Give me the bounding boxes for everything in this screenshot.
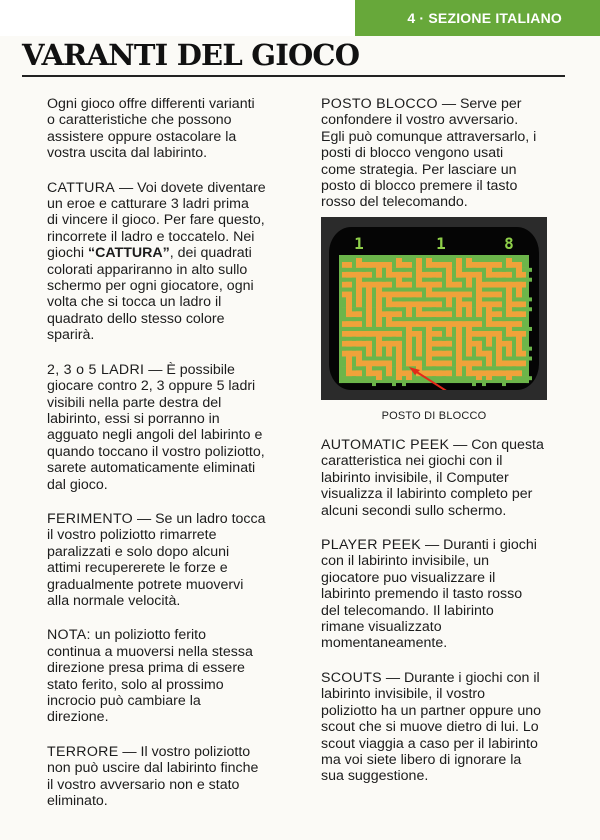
maze-wall xyxy=(392,268,402,272)
maze-wall xyxy=(522,288,526,298)
maze-wall xyxy=(482,307,486,317)
maze-wall xyxy=(382,268,386,278)
maze-wall xyxy=(522,366,526,376)
maze-wall xyxy=(362,347,366,357)
maze-wall xyxy=(372,317,376,327)
maze-wall xyxy=(432,357,442,361)
maze-wall xyxy=(412,268,416,278)
posto-paragraph xyxy=(321,96,566,211)
maze-wall xyxy=(442,357,452,361)
maze-wall xyxy=(402,268,412,272)
maze-wall xyxy=(492,357,496,367)
maze-wall xyxy=(372,288,376,298)
maze-wall xyxy=(372,297,376,307)
maze-wall xyxy=(452,278,462,282)
maze-wall xyxy=(522,258,526,268)
maze-wall xyxy=(442,337,452,341)
maze-wall xyxy=(462,337,466,347)
maze-wall xyxy=(462,357,472,361)
maze-wall xyxy=(512,347,516,357)
maze-wall xyxy=(392,297,402,301)
maze-wall xyxy=(512,297,522,301)
maze-wall xyxy=(422,337,426,347)
maze-wall xyxy=(402,337,406,347)
maze-wall xyxy=(352,366,362,370)
maze-wall xyxy=(482,357,486,367)
maze-wall xyxy=(372,268,376,278)
maze-wall xyxy=(372,376,376,386)
maze-wall xyxy=(522,327,532,331)
maze-wall xyxy=(342,258,352,262)
maze-wall xyxy=(482,327,492,331)
maze-wall xyxy=(526,255,529,383)
maze-wall xyxy=(512,366,522,370)
maze-wall xyxy=(442,307,452,311)
maze-wall xyxy=(342,327,352,331)
maze-wall xyxy=(352,288,356,298)
maze-wall xyxy=(402,258,412,262)
maze-wall xyxy=(472,327,482,331)
maze-wall xyxy=(522,278,532,282)
intro-paragraph: Ogni gioco offre differenti varianti o caratteristiche che possono assistere oppure ostacolare la vostra uscita dal labirinto. xyxy=(47,96,255,162)
maze-wall xyxy=(472,297,476,307)
posto-heading: POSTO BLOCCO xyxy=(321,96,438,112)
maze-wall xyxy=(472,268,482,272)
maze-wall xyxy=(362,357,372,361)
maze-wall xyxy=(452,268,456,278)
maze-wall xyxy=(352,317,362,321)
maze-wall xyxy=(442,347,452,351)
maze-wall xyxy=(452,337,456,347)
maze-wall xyxy=(492,337,496,347)
maze-wall xyxy=(352,297,356,307)
maze-wall xyxy=(412,288,422,292)
ladri-text: — È possibile giocare contro 2, 3 oppure 5 ladri visibili nella parte destra del labirinto, essi si porranno in agguato negli angoli del labirinto e quando toccano il vostro poliziotto, sarete automaticamente eliminati dal gioco. xyxy=(47,361,265,493)
maze-wall xyxy=(432,317,442,321)
maze-wall xyxy=(382,278,392,282)
maze-wall xyxy=(382,288,392,292)
score-digit: 1 xyxy=(436,234,446,253)
maze-wall xyxy=(492,297,502,301)
maze-wall xyxy=(472,307,476,317)
maze-wall xyxy=(432,288,442,292)
maze-wall xyxy=(402,376,406,386)
automatic-peek-text: — Con questa caratteristica nei giochi con il labirinto invisibile, il Computer visualizza il labirinto completo per alcuni secondi sullo schermo. xyxy=(321,437,544,519)
maze-wall xyxy=(442,288,452,292)
maze-wall xyxy=(362,288,366,298)
maze-wall xyxy=(462,327,466,337)
maze-wall xyxy=(362,327,372,331)
maze-wall xyxy=(492,258,502,262)
title-divider xyxy=(22,75,565,77)
maze-wall xyxy=(362,366,366,376)
maze-wall xyxy=(382,317,386,327)
maze-wall xyxy=(412,297,422,301)
maze-wall xyxy=(342,268,352,272)
maze-wall xyxy=(362,317,366,327)
maze-wall xyxy=(382,376,392,380)
ferimento-paragraph xyxy=(47,511,297,609)
maze-wall xyxy=(482,297,492,301)
maze-wall xyxy=(432,307,442,311)
maze-wall xyxy=(402,278,412,282)
maze-wall xyxy=(512,337,516,347)
maze-wall xyxy=(512,376,522,380)
right-column-top xyxy=(321,96,566,229)
maze-wall xyxy=(462,288,472,292)
maze-wall xyxy=(512,278,522,282)
game-screenshot xyxy=(321,217,547,400)
maze-wall xyxy=(462,297,472,301)
maze-wall xyxy=(362,376,372,380)
maze-wall xyxy=(382,366,386,376)
maze-wall xyxy=(342,376,352,380)
maze-wall xyxy=(472,278,476,288)
maze-wall xyxy=(372,357,382,361)
maze-wall xyxy=(442,258,452,262)
maze-wall xyxy=(392,317,402,321)
maze-wall xyxy=(522,337,526,347)
maze-wall xyxy=(462,376,472,380)
maze-wall xyxy=(342,278,352,282)
maze-wall xyxy=(492,307,502,311)
maze-wall xyxy=(402,288,412,292)
maze-wall xyxy=(472,288,476,298)
maze-wall xyxy=(452,357,456,367)
maze-wall xyxy=(352,347,362,351)
maze-wall xyxy=(339,255,342,383)
maze-wall xyxy=(412,327,422,331)
maze-wall xyxy=(442,366,452,370)
maze-wall xyxy=(432,268,442,272)
maze-wall xyxy=(512,327,522,331)
maze-wall xyxy=(442,278,446,288)
maze-wall xyxy=(422,288,426,298)
maze-wall xyxy=(482,288,492,292)
maze-wall xyxy=(382,337,392,341)
maze-wall xyxy=(502,366,512,370)
maze-wall xyxy=(452,297,456,307)
maze-wall xyxy=(502,347,506,357)
maze-wall xyxy=(452,317,462,321)
maze-wall xyxy=(382,347,386,357)
maze-wall xyxy=(492,347,496,357)
maze-wall xyxy=(502,327,506,337)
maze-wall xyxy=(422,317,432,321)
maze-wall xyxy=(342,317,352,321)
maze-wall xyxy=(492,278,502,282)
maze-wall xyxy=(482,268,486,278)
maze-wall xyxy=(462,307,466,317)
maze-wall xyxy=(362,307,366,317)
maze-wall xyxy=(502,357,512,361)
maze-wall xyxy=(442,317,452,321)
maze-wall xyxy=(522,268,532,272)
nota-text: un poliziotto ferito continua a muoversi nella stessa direzione presa prima di essere stato ferito, solo al prossimo incrocio può cambiare la direzione. xyxy=(47,627,253,726)
maze-wall xyxy=(432,278,442,282)
maze-wall xyxy=(482,337,486,347)
maze-wall xyxy=(472,317,482,321)
maze-wall xyxy=(342,307,346,317)
maze-wall xyxy=(472,347,476,357)
maze-wall xyxy=(392,337,402,341)
maze-wall xyxy=(432,376,442,380)
header-blank-area xyxy=(0,0,355,36)
maze-wall xyxy=(352,258,356,268)
maze-wall xyxy=(372,278,382,282)
maze-wall xyxy=(442,268,446,278)
maze-wall xyxy=(512,268,516,278)
maze-wall xyxy=(472,258,482,262)
maze-wall xyxy=(362,258,372,262)
maze-wall xyxy=(452,376,462,380)
maze-wall xyxy=(522,357,532,361)
maze-wall xyxy=(402,317,412,321)
maze-wall xyxy=(462,278,466,288)
maze-wall xyxy=(339,255,529,258)
maze-wall xyxy=(502,288,506,298)
maze-wall xyxy=(402,307,406,317)
maze-wall xyxy=(372,307,376,317)
maze-wall xyxy=(342,288,352,292)
maze-wall xyxy=(432,327,442,331)
maze-wall xyxy=(352,327,362,331)
scouts-text: — Durante i giochi con il labirinto invisibile, il vostro poliziotto ha un partner oppure uno scout che si muove dietro di lui. Lo scout viaggia a caso per il labirinto ma voi siete libero di ignorare la sua suggestione. xyxy=(321,669,542,785)
maze-wall xyxy=(352,268,362,272)
player-peek-text: — Duranti i giochi con il labirinto invisibile, un giocatore puo visualizzare il labirinto premendo il tasto rosso del telecomando. Il labirinto rimane visualizzato momentaneamente. xyxy=(321,537,537,652)
maze-wall xyxy=(392,376,396,386)
terrore-heading: TERRORE xyxy=(47,743,119,760)
maze-wall xyxy=(492,317,502,321)
maze-wall xyxy=(422,307,432,311)
maze-wall xyxy=(442,297,446,307)
maze-wall xyxy=(432,258,442,262)
section-label: 4 · SEZIONE ITALIANO xyxy=(407,10,562,26)
maze-wall xyxy=(392,278,396,288)
maze-wall xyxy=(392,366,396,376)
maze-wall xyxy=(482,376,486,386)
maze-wall xyxy=(362,278,372,282)
maze-wall xyxy=(502,278,512,282)
nota-paragraph xyxy=(47,627,297,725)
maze-wall xyxy=(372,366,382,370)
maze-wall xyxy=(352,337,362,341)
maze-wall xyxy=(362,268,372,272)
maze-wall xyxy=(482,347,492,351)
maze-wall xyxy=(352,357,356,367)
maze-wall xyxy=(422,297,432,301)
posto-text: — Serve per confondere il vostro avversario. Egli può comunque attraversarlo, i posti di blocco vengono usati come strategia. Per lasciare un posto di blocco premere il tasto rosso del telecomando. xyxy=(321,96,537,211)
maze-wall xyxy=(502,297,506,307)
maze-wall xyxy=(432,297,442,301)
maze-wall xyxy=(422,366,432,370)
maze-wall xyxy=(372,258,382,262)
maze-wall xyxy=(512,357,522,361)
maze-wall xyxy=(422,268,432,272)
maze-wall xyxy=(422,278,432,282)
maze-wall xyxy=(422,357,426,367)
maze-wall xyxy=(462,317,472,321)
maze-wall xyxy=(422,258,426,268)
right-column-bottom xyxy=(321,437,566,803)
maze-wall xyxy=(402,357,406,367)
maze-wall xyxy=(432,366,442,370)
score-digit: 1 xyxy=(354,234,364,253)
maze-wall xyxy=(382,357,392,361)
maze-wall xyxy=(352,307,362,311)
maze-wall xyxy=(372,327,382,331)
maze-wall xyxy=(502,268,512,272)
maze-wall xyxy=(462,268,472,272)
cattura-text-1: — Voi dovete diventare un eroe e catturare 3 ladri prima di vincere il gioco. Per fare questo, rincorrete il ladro e toccatelo. Nei giochi xyxy=(47,179,266,262)
maze-wall xyxy=(472,376,476,386)
section-tab xyxy=(355,0,600,36)
maze-wall xyxy=(472,337,482,341)
maze-wall xyxy=(522,317,526,327)
ladri-paragraph xyxy=(47,362,297,493)
nota-heading: NOTA: xyxy=(47,627,91,644)
maze-wall xyxy=(402,327,406,337)
maze-wall xyxy=(362,297,366,307)
maze-wall xyxy=(452,258,456,268)
maze-wall xyxy=(412,307,416,317)
maze-wall xyxy=(432,347,442,351)
maze-wall xyxy=(412,376,422,380)
maze-wall xyxy=(502,376,506,386)
maze-wall xyxy=(512,317,522,321)
terrore-paragraph xyxy=(47,744,297,810)
maze-wall xyxy=(452,366,456,376)
maze-wall xyxy=(372,337,376,347)
maze-wall xyxy=(522,347,532,351)
maze-wall xyxy=(392,347,396,357)
maze-wall xyxy=(382,327,392,331)
maze-wall xyxy=(352,278,356,288)
maze-wall xyxy=(482,366,492,370)
maze-wall xyxy=(412,357,422,361)
maze-wall xyxy=(432,337,442,341)
maze-wall xyxy=(502,317,512,321)
player-peek-heading: PLAYER PEEK xyxy=(321,537,422,554)
maze-wall xyxy=(492,376,502,380)
ferimento-heading: FERIMENTO xyxy=(47,510,133,527)
terrore-text: — Il vostro poliziotto non può uscire dal labirinto finche il vostro avversario non e stato eliminato. xyxy=(47,743,259,810)
score-row xyxy=(354,234,514,253)
maze-wall xyxy=(382,258,392,262)
scouts-heading: SCOUTS xyxy=(321,669,382,686)
maze-wall xyxy=(462,258,466,268)
maze-wall xyxy=(502,307,506,317)
automatic-peek-heading: AUTOMATIC PEEK xyxy=(321,437,450,453)
maze-wall xyxy=(452,347,456,357)
maze-wall xyxy=(482,278,492,282)
maze-wall xyxy=(392,357,396,367)
maze-wall xyxy=(412,347,416,357)
section-header-bar xyxy=(0,0,600,36)
ferimento-text: — Se un ladro tocca il vostro poliziotto rimarrete paralizzati e solo dopo alcuni attimi recupererete le forze e gradualmente potrete muovervi alla normale velocità. xyxy=(47,510,266,609)
maze-wall xyxy=(402,347,406,357)
maze-wall xyxy=(462,347,466,357)
maze-wall xyxy=(512,288,516,298)
maze-wall xyxy=(342,297,346,307)
scouts-paragraph xyxy=(321,670,566,785)
maze-wall xyxy=(452,288,462,292)
maze-wall xyxy=(522,307,532,311)
maze-wall xyxy=(452,307,456,317)
maze-wall xyxy=(522,297,532,301)
maze-wall xyxy=(492,268,502,272)
maze-wall xyxy=(502,337,512,341)
maze-wall xyxy=(372,347,376,357)
maze-wall xyxy=(412,317,422,321)
maze-wall xyxy=(412,278,416,288)
page-title: VARANTI DEL GIOCO xyxy=(22,38,360,72)
cattura-quote: “CATTURA” xyxy=(88,245,170,262)
maze-wall xyxy=(442,376,452,380)
maze-wall xyxy=(482,258,492,262)
maze-wall xyxy=(342,347,352,351)
maze-wall xyxy=(502,258,506,268)
maze-wall xyxy=(422,327,426,337)
maze-wall xyxy=(412,258,416,268)
maze-wall xyxy=(482,317,486,327)
maze-wall xyxy=(422,347,426,357)
left-column xyxy=(47,96,297,827)
maze-wall xyxy=(512,258,522,262)
maze-wall xyxy=(382,297,386,307)
cattura-text-2: , dei quadrati colorati appariranno in alto sullo schermo per ogni giocatore, ogni volta che si tocca un ladro il quadrato dello stesso colore sparirà. xyxy=(47,245,254,344)
maze-wall xyxy=(392,288,402,292)
maze-wall xyxy=(442,327,446,337)
ladri-heading: 2, 3 o 5 LADRI xyxy=(47,361,145,378)
maze-wall xyxy=(412,337,416,347)
maze-wall xyxy=(462,366,466,376)
cattura-paragraph xyxy=(47,180,297,344)
maze-wall xyxy=(452,327,456,337)
maze-wall xyxy=(472,366,482,370)
maze-wall xyxy=(342,366,346,376)
maze-wall xyxy=(402,297,412,301)
maze-wall xyxy=(352,376,362,380)
tv-screen xyxy=(329,227,539,390)
maze-wall xyxy=(392,307,402,311)
score-digit: 8 xyxy=(504,234,514,253)
maze-wall xyxy=(492,327,502,331)
cattura-heading: CATTURA xyxy=(47,179,116,196)
maze-wall xyxy=(392,327,402,331)
maze-graphic xyxy=(329,227,539,390)
maze-wall xyxy=(522,376,532,380)
automatic-peek-paragraph xyxy=(321,437,566,519)
maze-wall xyxy=(342,337,352,341)
maze-wall xyxy=(492,288,502,292)
maze-wall xyxy=(382,307,392,311)
maze-wall xyxy=(342,357,346,367)
screenshot-caption: POSTO DI BLOCCO xyxy=(381,410,487,422)
maze-wall xyxy=(362,337,372,341)
maze-wall xyxy=(492,366,502,370)
maze-wall xyxy=(512,307,522,311)
player-peek-paragraph xyxy=(321,537,566,652)
maze-wall xyxy=(472,357,482,361)
maze-wall xyxy=(392,258,396,268)
